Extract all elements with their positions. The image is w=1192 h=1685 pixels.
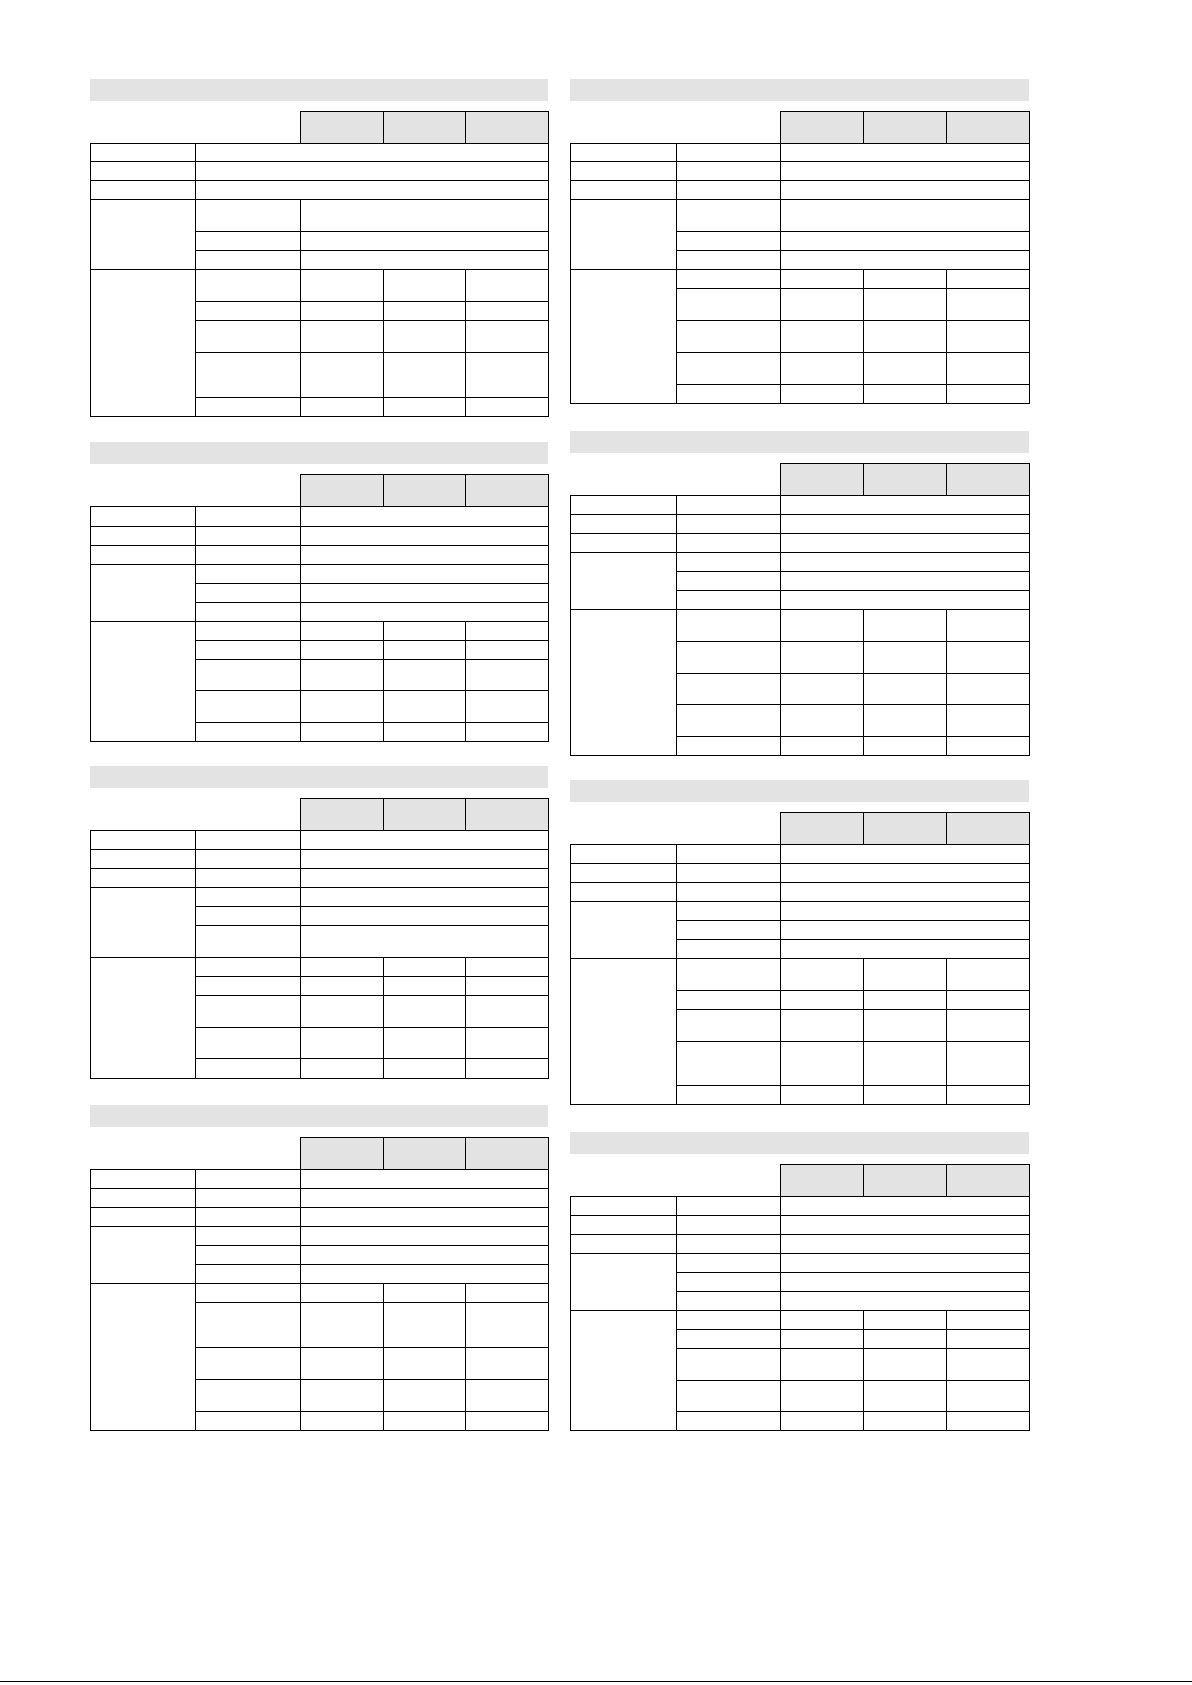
table-column-rule <box>300 506 301 741</box>
table-row-rule <box>90 1207 548 1208</box>
table-column-rule <box>780 143 781 403</box>
table-column-rule <box>676 143 677 403</box>
table-row-rule <box>570 1310 1029 1311</box>
footer-rule <box>0 1681 1192 1682</box>
table-row-rule <box>676 1411 1029 1412</box>
column-header-cell <box>300 1137 384 1170</box>
table-column-rule <box>946 958 947 1104</box>
column-header-cell <box>946 1164 1030 1197</box>
column-header-cell <box>863 812 947 845</box>
table-row-rule <box>90 180 548 181</box>
table-column-rule <box>863 269 864 403</box>
table-column-rule <box>383 621 384 741</box>
table-row-rule <box>676 1329 1029 1330</box>
table-column-rule <box>195 1169 196 1430</box>
table-row-rule <box>676 1348 1029 1349</box>
column-header-cell <box>465 474 549 507</box>
table-grid-frame <box>570 495 1030 756</box>
table-row-rule <box>90 868 548 869</box>
table-grid-frame <box>90 1169 549 1431</box>
table-grid-frame <box>570 844 1030 1105</box>
table-column-rule <box>863 958 864 1104</box>
table-title-bar <box>90 442 548 464</box>
table-row-rule <box>195 231 548 232</box>
table-row-rule <box>90 621 548 622</box>
table-row-rule <box>676 250 1029 251</box>
table-row-rule <box>195 995 548 996</box>
table-grid-frame <box>90 143 549 417</box>
table-title-bar <box>570 431 1029 453</box>
table-row-rule <box>676 571 1029 572</box>
table-column-rule <box>863 609 864 755</box>
table-row-rule <box>195 1302 548 1303</box>
table-row-rule <box>195 301 548 302</box>
table-column-rule <box>465 269 466 416</box>
table-row-rule <box>676 384 1029 385</box>
table-row-rule <box>570 199 1029 200</box>
table-row-rule <box>570 609 1029 610</box>
column-header-cell <box>946 111 1030 144</box>
column-header-cell <box>300 111 384 144</box>
table-column-rule <box>300 830 301 1078</box>
table-title-bar <box>90 766 548 788</box>
column-header-cell <box>946 463 1030 496</box>
table-row-rule <box>676 1085 1029 1086</box>
column-header-cell <box>465 1137 549 1170</box>
table-grid-frame <box>570 1196 1030 1431</box>
table-title-bar <box>570 1132 1029 1154</box>
table-row-rule <box>90 957 548 958</box>
table-title-bar <box>570 780 1029 802</box>
table-row-rule <box>195 722 548 723</box>
table-row-rule <box>90 887 548 888</box>
table-column-rule <box>863 1310 864 1430</box>
table-row-rule <box>570 1215 1029 1216</box>
table-row-rule <box>570 514 1029 515</box>
table-column-rule <box>195 143 196 416</box>
table-row-rule <box>195 1379 548 1380</box>
column-header-cell <box>300 798 384 831</box>
table-row-rule <box>570 863 1029 864</box>
table-column-rule <box>780 495 781 755</box>
table-row-rule <box>570 533 1029 534</box>
table-row-rule <box>90 161 548 162</box>
table-row-rule <box>676 1041 1029 1042</box>
table-row-rule <box>90 199 548 200</box>
table-row-rule <box>90 526 548 527</box>
column-header-cell <box>863 463 947 496</box>
column-header-cell <box>383 798 466 831</box>
table-row-rule <box>570 1253 1029 1254</box>
table-row-rule <box>195 583 548 584</box>
table-column-rule <box>195 506 196 741</box>
table-row-rule <box>195 976 548 977</box>
column-header-cell <box>383 111 466 144</box>
column-header-cell <box>465 798 549 831</box>
table-row-rule <box>676 231 1029 232</box>
table-row-rule <box>90 1226 548 1227</box>
table-column-rule <box>465 957 466 1078</box>
table-row-rule <box>676 990 1029 991</box>
table-column-rule <box>676 495 677 755</box>
column-header-cell <box>780 1164 864 1197</box>
table-row-rule <box>676 673 1029 674</box>
table-title-bar <box>570 79 1029 101</box>
table-row-rule <box>570 958 1029 959</box>
table-column-rule <box>195 830 196 1078</box>
table-row-rule <box>90 849 548 850</box>
column-header-cell <box>780 463 864 496</box>
table-row-rule <box>195 1027 548 1028</box>
table-row-rule <box>676 641 1029 642</box>
table-column-rule <box>465 621 466 741</box>
table-row-rule <box>676 352 1029 353</box>
column-header-cell <box>300 474 384 507</box>
column-header-cell <box>863 111 947 144</box>
table-row-rule <box>195 640 548 641</box>
table-grid-frame <box>570 143 1030 404</box>
table-column-rule <box>780 1196 781 1430</box>
table-row-rule <box>570 882 1029 883</box>
table-title-bar <box>90 79 548 101</box>
column-header-cell <box>383 474 466 507</box>
table-row-rule <box>570 180 1029 181</box>
table-row-rule <box>570 161 1029 162</box>
table-row-rule <box>195 250 548 251</box>
table-row-rule <box>195 1411 548 1412</box>
table-row-rule <box>676 1009 1029 1010</box>
table-column-rule <box>946 609 947 755</box>
table-row-rule <box>570 269 1029 270</box>
table-row-rule <box>195 1347 548 1348</box>
table-row-rule <box>570 552 1029 553</box>
table-row-rule <box>90 1283 548 1284</box>
table-column-rule <box>676 1196 677 1430</box>
column-header-cell <box>465 111 549 144</box>
column-header-cell <box>780 111 864 144</box>
table-column-rule <box>383 269 384 416</box>
table-row-rule <box>676 1291 1029 1292</box>
table-row-rule <box>676 736 1029 737</box>
table-row-rule <box>90 564 548 565</box>
table-grid-frame <box>90 506 549 742</box>
table-row-rule <box>676 590 1029 591</box>
table-row-rule <box>676 939 1029 940</box>
table-row-rule <box>195 1058 548 1059</box>
table-row-rule <box>676 1272 1029 1273</box>
table-title-bar <box>90 1105 548 1127</box>
table-row-rule <box>676 920 1029 921</box>
table-column-rule <box>676 844 677 1104</box>
table-row-rule <box>195 659 548 660</box>
table-row-rule <box>195 1245 548 1246</box>
table-row-rule <box>676 1380 1029 1381</box>
table-column-rule <box>300 199 301 416</box>
table-row-rule <box>676 704 1029 705</box>
table-row-rule <box>90 269 548 270</box>
table-row-rule <box>195 352 548 353</box>
table-column-rule <box>300 1169 301 1430</box>
table-row-rule <box>676 288 1029 289</box>
table-row-rule <box>195 320 548 321</box>
table-row-rule <box>195 1264 548 1265</box>
table-row-rule <box>195 690 548 691</box>
table-column-rule <box>383 1283 384 1430</box>
table-column-rule <box>465 1283 466 1430</box>
table-column-rule <box>383 957 384 1078</box>
table-column-rule <box>946 1310 947 1430</box>
table-row-rule <box>195 602 548 603</box>
table-row-rule <box>570 1234 1029 1235</box>
table-row-rule <box>676 320 1029 321</box>
table-row-rule <box>195 397 548 398</box>
column-header-cell <box>863 1164 947 1197</box>
table-row-rule <box>90 545 548 546</box>
table-row-rule <box>195 925 548 926</box>
table-row-rule <box>90 1188 548 1189</box>
table-row-rule <box>570 901 1029 902</box>
table-column-rule <box>946 269 947 403</box>
column-header-cell <box>946 812 1030 845</box>
column-header-cell <box>780 812 864 845</box>
table-row-rule <box>195 906 548 907</box>
table-column-rule <box>780 844 781 1104</box>
column-header-cell <box>383 1137 466 1170</box>
